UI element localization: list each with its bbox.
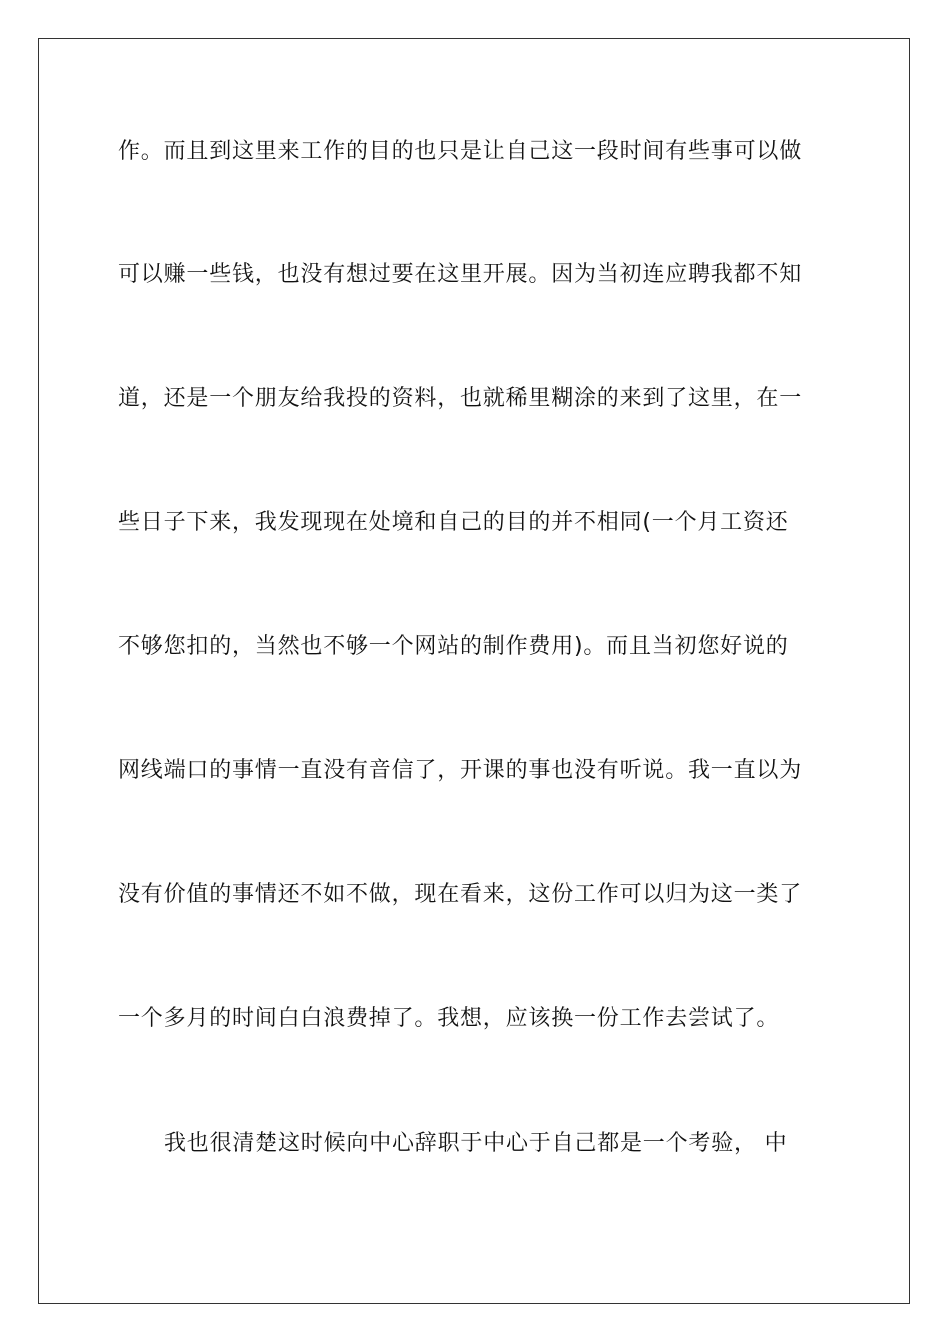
text-line: 作。而且到这里来工作的目的也只是让自己这一段时间有些事可以做 bbox=[118, 139, 803, 164]
paragraph-start-line: 我也很清楚这时候向中心辞职于中心于自己都是一个考验， 中 bbox=[164, 1131, 788, 1156]
text-line: 些日子下来，我发现现在处境和自己的目的并不相同(一个月工资还 bbox=[118, 510, 789, 535]
text-line: 道，还是一个朋友给我投的资料，也就稀里糊涂的来到了这里，在一 bbox=[118, 386, 803, 411]
text-line: 不够您扣的，当然也不够一个网站的制作费用)。而且当初您好说的 bbox=[118, 634, 789, 659]
text-line: 网线端口的事情一直没有音信了，开课的事也没有听说。我一直以为 bbox=[118, 758, 803, 783]
text-line: 没有价值的事情还不如不做，现在看来，这份工作可以归为这一类了 bbox=[118, 882, 803, 907]
text-line: 可以赚一些钱，也没有想过要在这里开展。因为当初连应聘我都不知 bbox=[118, 262, 803, 287]
text-line: 一个多月的时间白白浪费掉了。我想，应该换一份工作去尝试了。 bbox=[118, 1006, 780, 1031]
page-border bbox=[38, 38, 910, 1304]
